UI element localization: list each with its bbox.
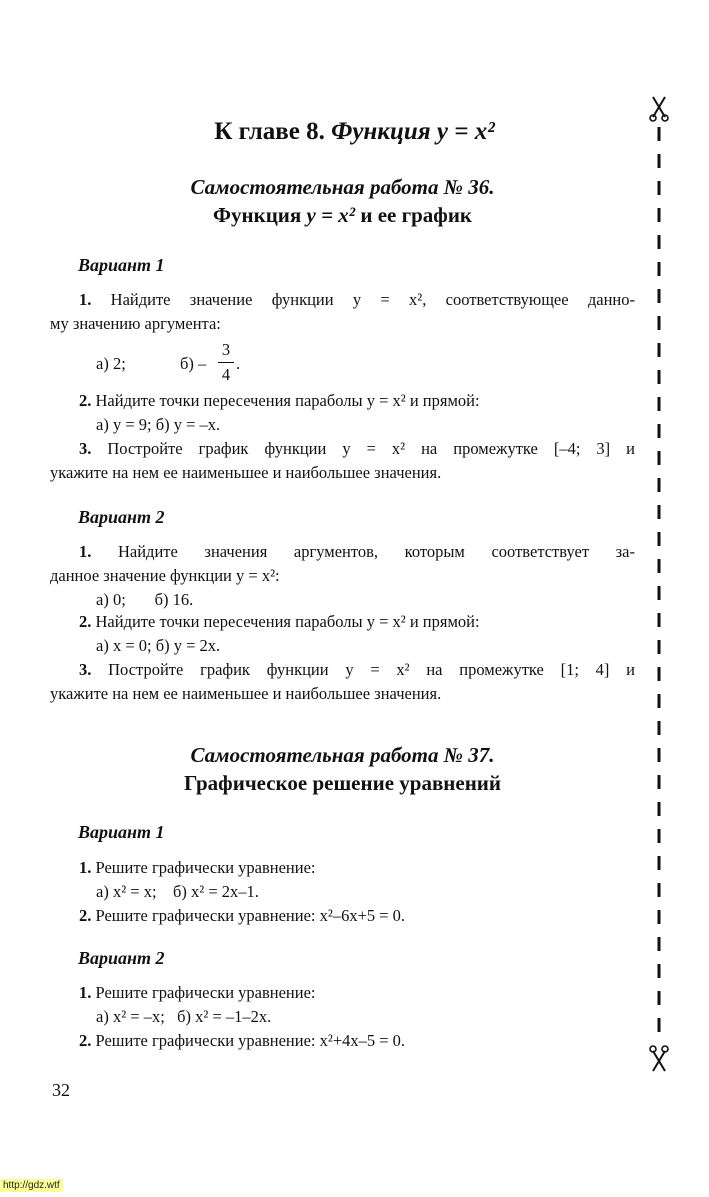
task-number: 2. xyxy=(79,906,92,925)
fraction-numerator: 3 xyxy=(221,340,231,359)
page-number: 32 xyxy=(52,1080,70,1100)
task-text: Найдите значение функции y = x², соответствующее данно- xyxy=(110,290,635,309)
task-number: 2. xyxy=(79,1031,92,1050)
task-number: 3. xyxy=(79,439,92,458)
w36-v2-task2 xyxy=(79,612,480,632)
chapter-prefix: К главе 8. xyxy=(214,118,325,145)
task-text: Найдите точки пересечения параболы y = x² и прямой: xyxy=(95,391,480,410)
w36-v2-task1-line1 xyxy=(50,542,635,562)
w36-v2-label: Вариант 2 xyxy=(78,507,165,527)
w36-v1-task1-line1 xyxy=(50,290,635,310)
work37-subtitle: Графическое решение уравнений xyxy=(183,771,502,795)
w37-v1-task1 xyxy=(79,858,316,878)
w36-v1-task2 xyxy=(79,391,480,411)
work36-subtitle-b: и ее график xyxy=(360,203,473,227)
task-text: Решите графически уравнение: xyxy=(95,858,316,877)
work36-subtitle-math: y = x² xyxy=(306,203,356,227)
w37-v2-label: Вариант 2 xyxy=(78,948,165,968)
task-text: Решите графически уравнение: x²+4x–5 = 0. xyxy=(95,1031,406,1050)
footer-link[interactable]: http://gdz.wtf xyxy=(0,1179,63,1192)
task-number: 2. xyxy=(79,612,92,631)
work36-subtitle xyxy=(0,203,685,228)
task-number: 1. xyxy=(79,542,92,561)
task-number: 3. xyxy=(79,660,92,679)
task-text: Найдите точки пересечения параболы y = x² и прямой: xyxy=(95,612,480,631)
w36-v2-task1-options: а) 0; б) 16. xyxy=(96,590,194,609)
task-text: Решите графически уравнение: xyxy=(95,983,316,1002)
period: . xyxy=(236,354,241,373)
w37-v2-task2 xyxy=(79,1031,405,1051)
w36-v2-task1-line2: данное значение функции y = x²: xyxy=(50,566,280,585)
scissors-icon-top xyxy=(650,97,668,121)
chapter-title xyxy=(0,118,709,146)
work37-title: Самостоятельная работа № 37. xyxy=(190,743,495,767)
task-number: 1. xyxy=(79,290,92,309)
work36-title: Самостоятельная работа № 36. xyxy=(190,175,495,199)
w36-v1-task3-line1 xyxy=(50,439,635,459)
cut-line xyxy=(649,95,669,1075)
w36-v1-task1-line2: му значению аргумента: xyxy=(50,314,221,333)
task-text: Найдите значения аргументов, которым соответствует за- xyxy=(117,542,635,561)
w36-v1-task3-line2: укажите на нем ее наименьшее и наибольшее значения. xyxy=(50,463,442,482)
w36-v1-task2-options: а) y = 9; б) y = –x. xyxy=(96,415,221,434)
w36-v2-task2-options: а) x = 0; б) y = 2x. xyxy=(96,636,221,655)
task-number: 1. xyxy=(79,858,92,877)
w36-v1-label: Вариант 1 xyxy=(78,255,165,275)
chapter-function: Функция y = x² xyxy=(331,118,495,145)
task-text: Решите графически уравнение: x²–6x+5 = 0. xyxy=(95,906,406,925)
task-number: 2. xyxy=(79,391,92,410)
w36-v2-task3-line1 xyxy=(50,660,635,680)
w37-v1-task2 xyxy=(79,906,405,926)
fraction-bar xyxy=(218,362,234,363)
w37-v2-task1-options: а) x² = –x; б) x² = –1–2x. xyxy=(96,1007,272,1026)
w36-v1-task1-a: а) 2; xyxy=(96,354,126,373)
w36-v2-task3-line2: укажите на нем ее наименьшее и наибольшее значения. xyxy=(50,684,442,703)
task-number: 1. xyxy=(79,983,92,1002)
w37-v2-task1 xyxy=(79,983,316,1003)
w37-v1-task1-options: а) x² = x; б) x² = 2x–1. xyxy=(96,882,259,901)
task-text: Постройте график функции y = x² на промежутке [1; 4] и xyxy=(108,660,635,679)
fraction-denominator: 4 xyxy=(221,365,231,384)
w37-v1-label: Вариант 1 xyxy=(78,822,165,842)
w36-v1-task1-b: б) – xyxy=(180,354,207,373)
work36-subtitle-a: Функция xyxy=(212,203,302,227)
scissors-icon-bottom xyxy=(650,1046,668,1071)
task-text: Постройте график функции y = x² на промежутке [–4; 3] и xyxy=(107,439,635,458)
